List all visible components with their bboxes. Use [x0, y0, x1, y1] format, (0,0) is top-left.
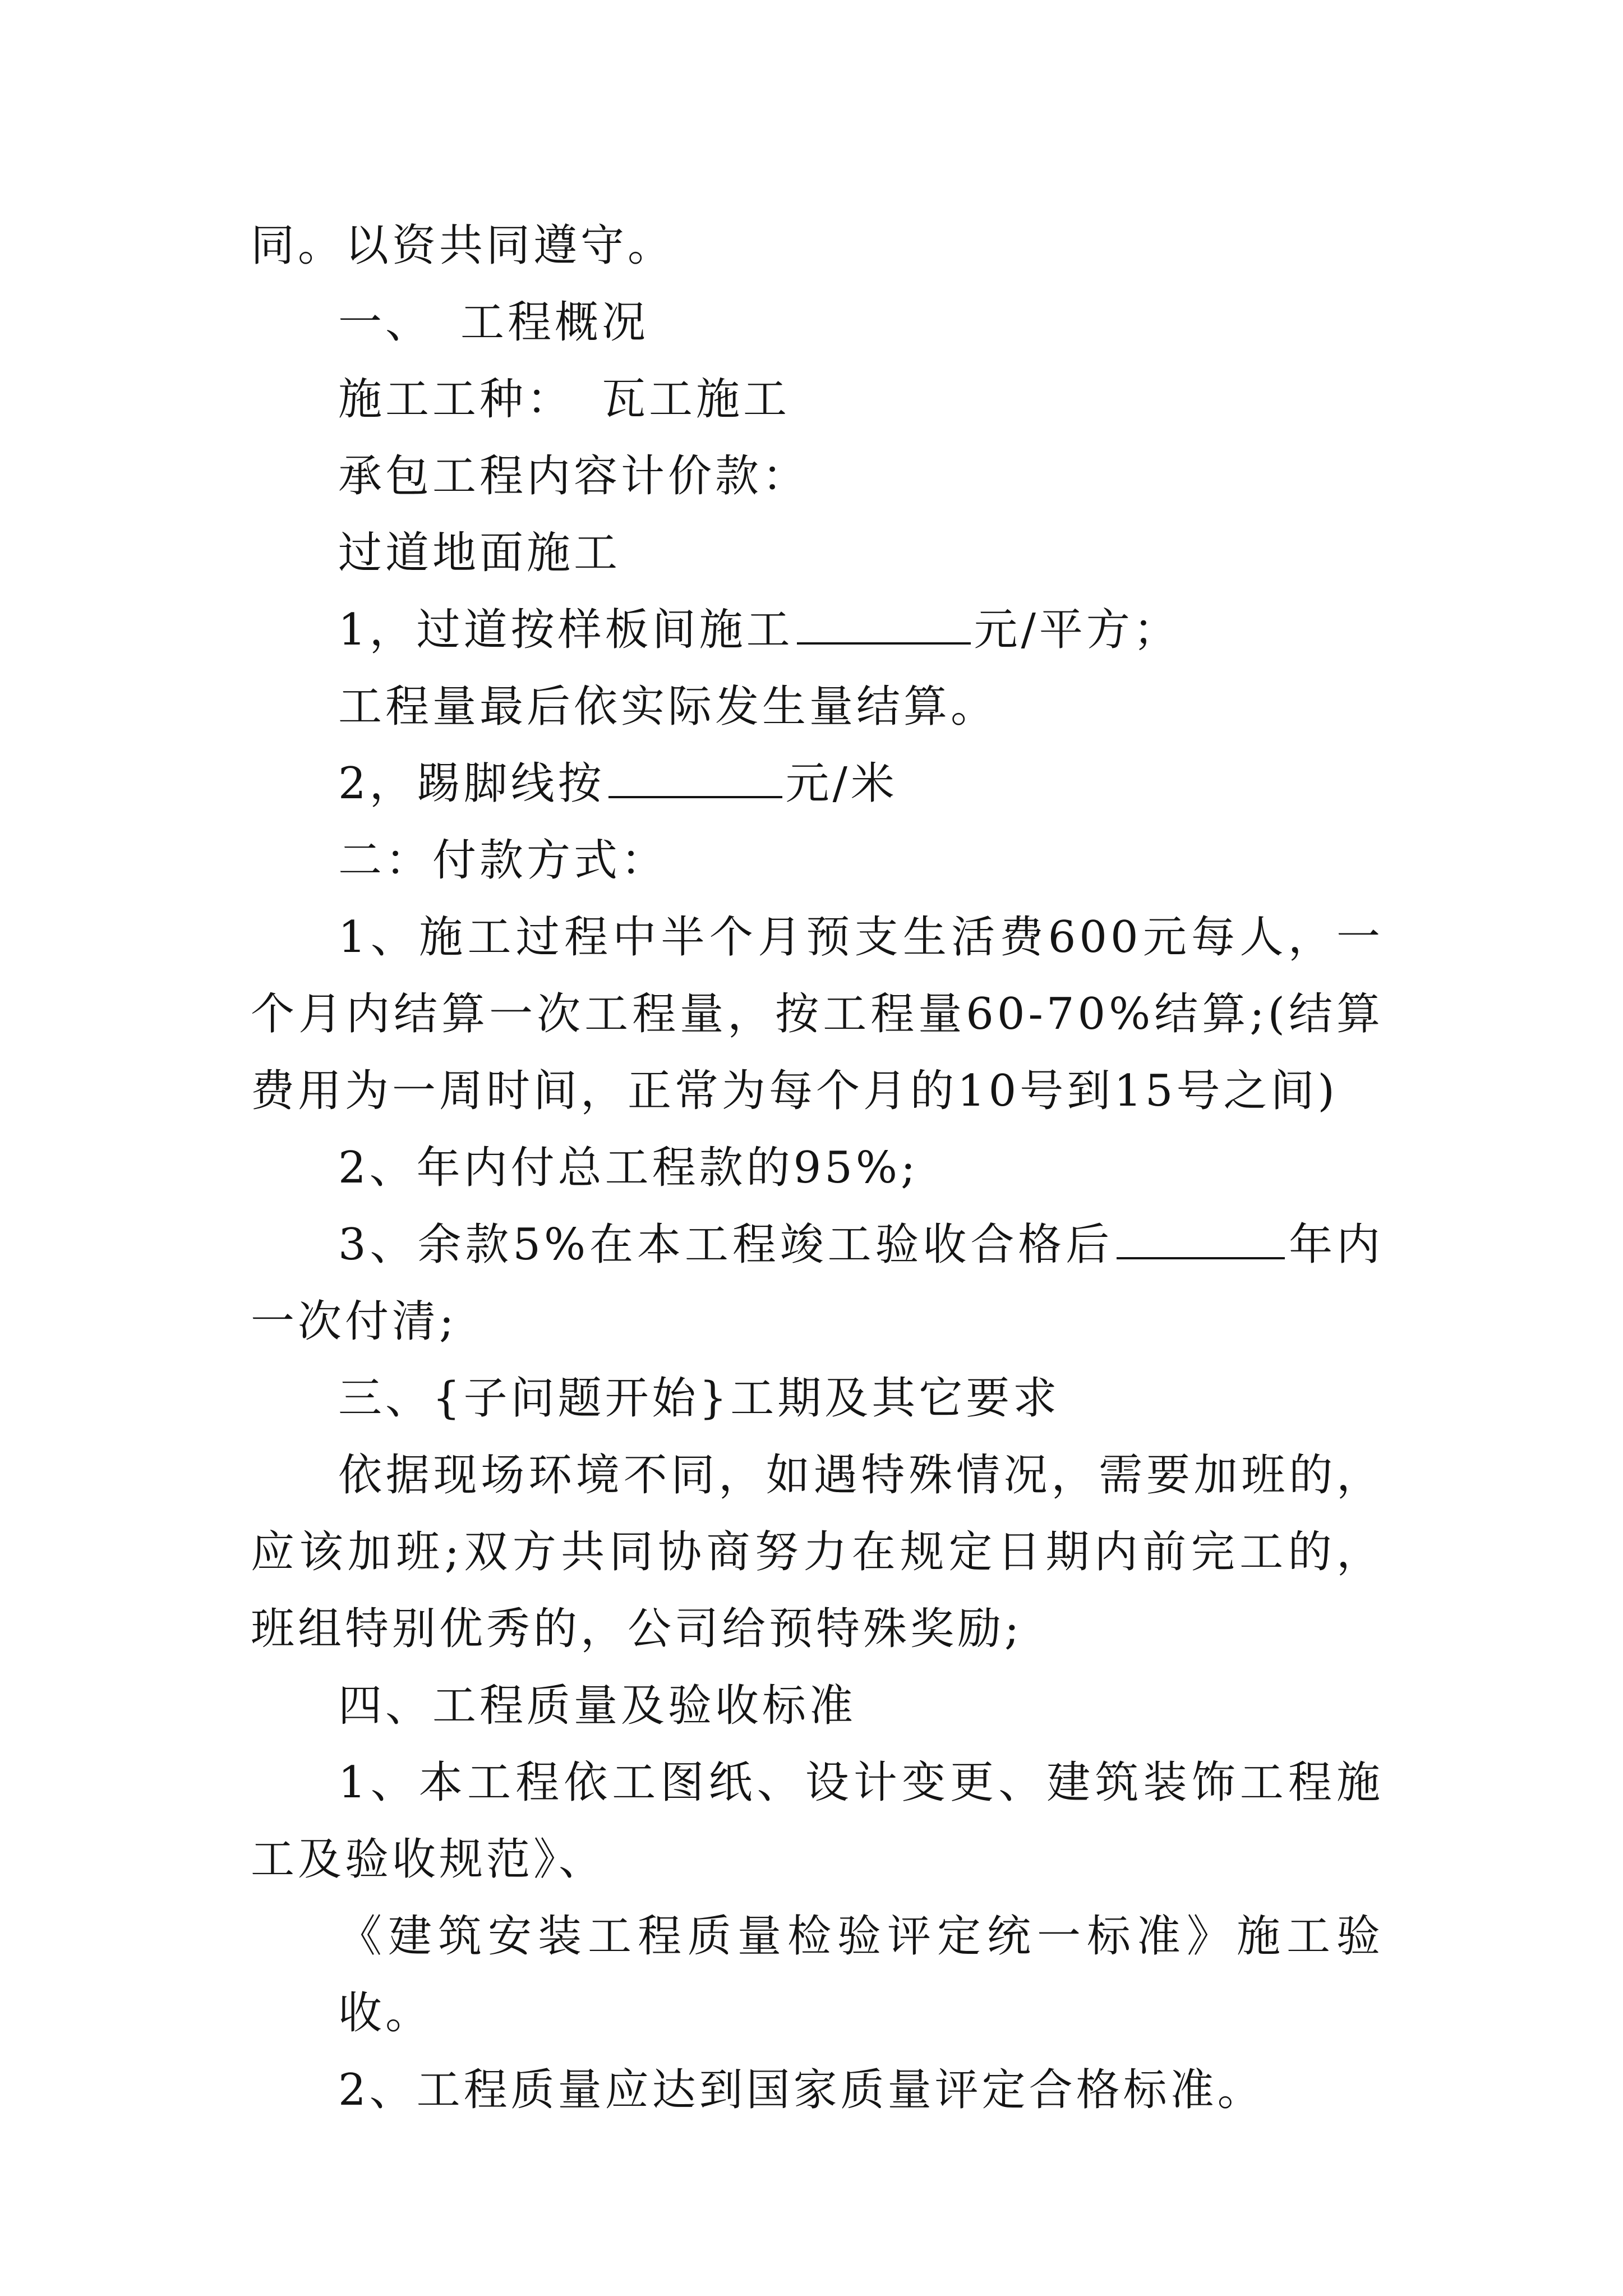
corridor-price-item	[251, 592, 1384, 669]
quality-item-2: 2、工程质量应达到国家质量评定合格标准。	[338, 2065, 1265, 2115]
section4-heading: 四、工程质量及验收标准	[338, 1681, 857, 1731]
skirting-price-item	[251, 746, 1384, 822]
intro-tail-line: 同。以资共同遵守。	[251, 220, 675, 271]
payment-item-3-prefix: 3、余款5%在本工程竣工验收合格后	[338, 1220, 1114, 1270]
corridor-price-suffix: 元/平方；	[974, 605, 1181, 655]
trade-label: 施工工种：	[338, 374, 574, 425]
section3-heading: 三、{子问题开始}工期及其它要求	[338, 1373, 1061, 1424]
corridor-price-blank	[797, 609, 971, 645]
pricing-heading: 承包工程内容计价款：	[338, 451, 810, 501]
skirting-price-prefix: 2，踢脚线按	[338, 758, 605, 809]
section1-heading-text: 工程概况	[460, 297, 649, 348]
section2-heading: 二：付款方式：	[338, 835, 668, 886]
payment-item-3	[251, 1207, 1384, 1360]
section1-heading	[251, 284, 1384, 361]
skirting-price-suffix: 元/米	[785, 758, 898, 809]
document-body	[251, 208, 1384, 2129]
corridor-subheading: 过道地面施工	[338, 528, 621, 578]
corridor-price-prefix: 1，过道按样板间施工	[338, 605, 794, 655]
payment-item-2: 2、年内付总工程款的95%;	[338, 1143, 919, 1193]
settlement-note: 工程量最后依实际发生量结算。	[338, 682, 998, 732]
payment-item-3-suffix: 年内一次付清;	[251, 1220, 1384, 1347]
quality-item-1: 1、本工程依工图纸、设计变更、建筑装饰工程施工及验收规范》、	[251, 1757, 1384, 1885]
skirting-price-blank	[608, 762, 782, 798]
schedule-body: 依据现场环境不同，如遇特殊情况，需要加班的，应该加班;双方共同协商努力在规定日期内前完工的，班组特别优秀的，公司给预特殊奖励;	[251, 1450, 1384, 1654]
payment-item-1: 1、施工过程中半个月预支生活费600元每人，一个月内结算一次工程量，按工程量60-70%结算;(结算费用为一周时间，正常为每个月的10号到15号之间)	[251, 912, 1384, 1116]
quality-standard-line: 《建筑安装工程质量检验评定统一标准》施工验收。	[338, 1911, 1384, 2039]
payment-item-3-blank	[1117, 1223, 1285, 1259]
trade-value: 瓦工施工	[602, 374, 791, 425]
trade-line	[251, 361, 1384, 438]
section1-heading-num: 一、	[338, 297, 433, 348]
